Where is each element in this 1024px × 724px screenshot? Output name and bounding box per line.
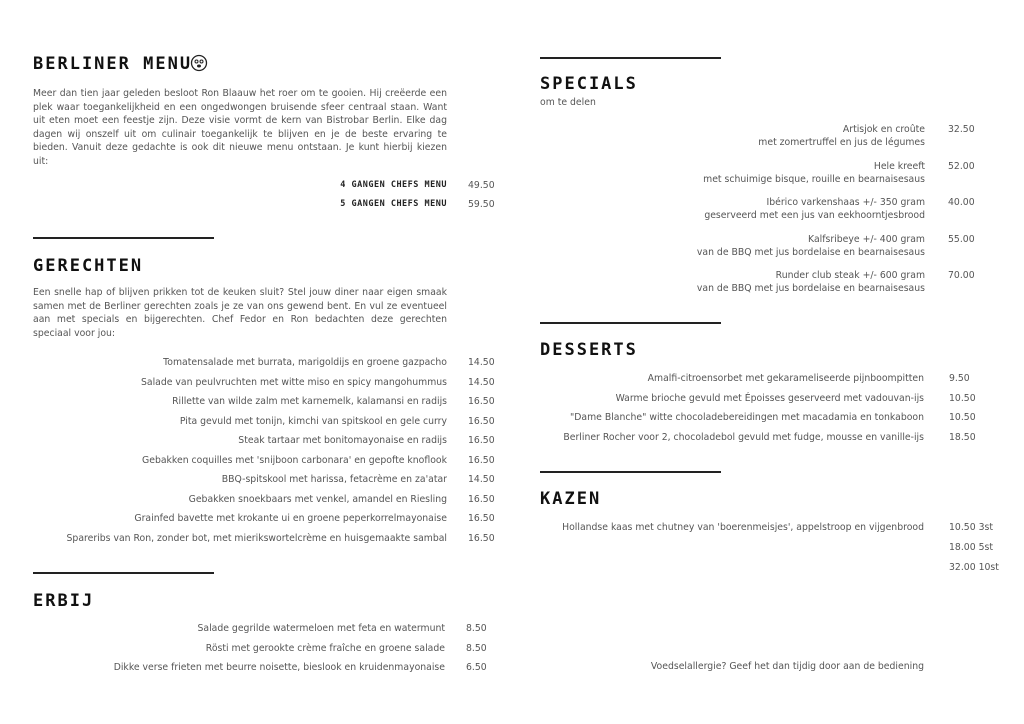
item-name: Gebakken coquilles met 'snijboon carbonara' en gepofte knoflook <box>142 454 447 466</box>
menu-item <box>40 533 447 545</box>
item-price: 16.50 <box>468 532 495 544</box>
kazen-title: KAZEN <box>540 489 602 509</box>
gerechten-title: GERECHTEN <box>33 256 144 276</box>
item-name: "Dame Blanche" witte chocoladebereidingen met macadamia en tonkaboon <box>569 412 924 423</box>
item-price: 52.00 <box>948 160 975 172</box>
item-name: Hele kreeft <box>873 160 925 172</box>
item-name: Gebakken snoekbaars met venkel, amandel en Riesling <box>188 493 447 505</box>
item-price: 10.50 <box>949 412 976 423</box>
divider <box>33 237 214 239</box>
gerechten-intro: Een snelle hap of blijven prikken tot de keuken sluit? Stel jouw diner naar eigen smaak samen met de Berliner gerechten zoals je ze van ons gewend bent. En vul ze eventueel aan met specials en bijgerechten. Chef Fedor en Ron bedachten deze gerechten speciaal voor jou: <box>33 287 447 339</box>
item-name: Steak tartaar met bonitomayonaise en radijs <box>238 435 447 446</box>
chef-face-logo-icon <box>190 54 208 72</box>
item-price: 40.00 <box>948 197 975 208</box>
specials-title: SPECIALS <box>540 74 638 94</box>
item-price: 14.50 <box>468 376 495 388</box>
item-name: Pita gevuld met tonijn, kimchi van spitskool en gele curry <box>179 415 447 427</box>
menu-item <box>540 270 925 282</box>
item-description <box>540 283 925 295</box>
item-price: 16.50 <box>468 493 495 505</box>
menu-item <box>40 662 445 674</box>
kazen-item <box>540 522 924 534</box>
item-price: 14.50 <box>468 474 495 485</box>
item-price: 70.00 <box>948 270 975 281</box>
menu-item <box>540 393 924 405</box>
item-desc: met zomertruffel en jus de légumes <box>758 137 925 148</box>
menu-item <box>40 455 447 467</box>
item-price: 16.50 <box>468 435 495 446</box>
item-name: Salade van peulvruchten met witte miso en spicy mangohummus <box>140 376 447 388</box>
item-name: Amalfi-citroensorbet met gekarameliseerde pijnboompitten <box>647 373 924 384</box>
item-desc: van de BBQ met jus bordelaise en bearnaisesaus <box>696 283 925 294</box>
menu-item <box>40 377 447 389</box>
item-name: Ibérico varkenshaas +/- 350 gram <box>766 197 925 208</box>
item-name: Artisjok en croûte <box>842 124 925 135</box>
item-name: Grainfed bavette met krokante ui en groene peperkorrelmayonaise <box>134 513 447 524</box>
divider <box>540 57 721 59</box>
menu-item <box>40 623 445 635</box>
item-name: Spareribs van Ron, zonder bot, met mierikswortelcrème en huisgemaakte sambal <box>66 532 447 544</box>
item-price: 32.50 <box>948 124 975 135</box>
erbij-title: ERBIJ <box>33 591 95 611</box>
menu-item <box>540 124 925 136</box>
item-name: Berliner Rocher voor 2, chocoladebol gevuld met fudge, mousse en vanille-ijs <box>563 431 924 443</box>
menu-item <box>540 234 925 246</box>
item-name: Kalfsribeye +/- 400 gram <box>808 233 925 245</box>
item-name: Salade gegrilde watermeloen met feta en watermunt <box>197 623 445 634</box>
kazen-price-3: 10.50 3st <box>949 522 993 533</box>
item-name: Dikke verse frieten met beurre noisette, bieslook en kruidenmayonaise <box>113 662 445 673</box>
menu-item <box>200 199 447 211</box>
kazen-price-5: 18.00 5st <box>949 542 993 553</box>
item-price: 16.50 <box>468 513 495 524</box>
divider <box>540 471 721 473</box>
divider <box>540 322 721 324</box>
menu-item <box>40 396 447 408</box>
item-price: 49.50 <box>468 180 495 191</box>
item-price: 16.50 <box>468 415 495 427</box>
item-description <box>540 137 925 149</box>
item-name: Warme brioche gevuld met Époisses geserveerd met vadouvan-ijs <box>615 392 924 404</box>
menu-item <box>40 435 447 447</box>
item-name: Rösti met gerookte crème fraîche en groene salade <box>205 642 445 654</box>
item-name: Rillette van wilde zalm met karnemelk, kalamansi en radijs <box>172 396 447 407</box>
intro-text: Meer dan tien jaar geleden besloot Ron Blaauw het roer om te gooien. Hij creëerde een plek waar toegankelijkheid en een ongedwongen bruisende sfeer centraal staan. Want uit eten moet een feestje zijn. Deze visie vormt de kern van Bistrobar Berlin. Elke dag dagen wij onszelf uit om culinair toegankelijk te blijven en je de beste ervaring te bieden. Vanuit deze gedachte is ook dit nieuwe menu ontstaan. Je kunt hierbij kiezen uit: <box>33 88 447 167</box>
item-price: 16.50 <box>468 396 495 407</box>
menu-item <box>40 643 445 655</box>
item-desc: met schuimige bisque, rouille en bearnaisesaus <box>703 173 925 185</box>
item-name: BBQ-spitskool met harissa, fetacrème en za'atar <box>221 474 447 485</box>
item-price: 59.50 <box>468 199 495 210</box>
menu-item <box>40 357 447 369</box>
item-price: 9.50 <box>949 373 970 384</box>
divider <box>33 572 214 574</box>
item-description <box>540 174 925 186</box>
item-price: 14.50 <box>468 357 495 368</box>
item-price: 6.50 <box>466 662 487 673</box>
menu-item <box>40 416 447 428</box>
allergy-text: Voedselallergie? Geef het dan tijdig door aan de bediening <box>650 661 924 672</box>
item-name: Runder club steak +/- 600 gram <box>775 270 925 281</box>
desserts-title: DESSERTS <box>540 340 638 360</box>
item-price: 10.50 <box>949 392 976 404</box>
allergy-note <box>540 661 924 673</box>
menu-item <box>540 197 925 209</box>
item-desc: geserveerd met een jus van eekhoorntjesbrood <box>704 210 925 221</box>
item-price: 8.50 <box>466 642 487 654</box>
berliner-menu-title: BERLINER MENU <box>33 54 193 74</box>
item-name: 4 GANGEN CHEFS MENU <box>340 180 447 190</box>
menu-item <box>40 513 447 525</box>
menu-item <box>540 161 925 173</box>
menu-item <box>540 432 924 444</box>
item-description <box>540 210 925 222</box>
item-name: Tomatensalade met burrata, marigoldijs en groene gazpacho <box>163 357 447 368</box>
item-description <box>540 247 925 259</box>
item-price: 18.50 <box>949 431 976 443</box>
item-price: 55.00 <box>948 233 975 245</box>
menu-item <box>200 180 447 192</box>
menu-item <box>540 373 924 385</box>
menu-item <box>40 494 447 506</box>
item-name: Hollandse kaas met chutney van 'boerenmeisjes', appelstroop en vijgenbrood <box>562 522 924 533</box>
item-price: 8.50 <box>466 623 487 634</box>
specials-subtitle: om te delen <box>540 97 596 108</box>
menu-item <box>540 412 924 424</box>
item-name: 5 GANGEN CHEFS MENU <box>340 199 447 209</box>
item-price: 16.50 <box>468 454 495 466</box>
kazen-price-10: 32.00 10st <box>949 562 999 573</box>
item-desc: van de BBQ met jus bordelaise en bearnaisesaus <box>696 246 925 258</box>
menu-item <box>40 474 447 486</box>
